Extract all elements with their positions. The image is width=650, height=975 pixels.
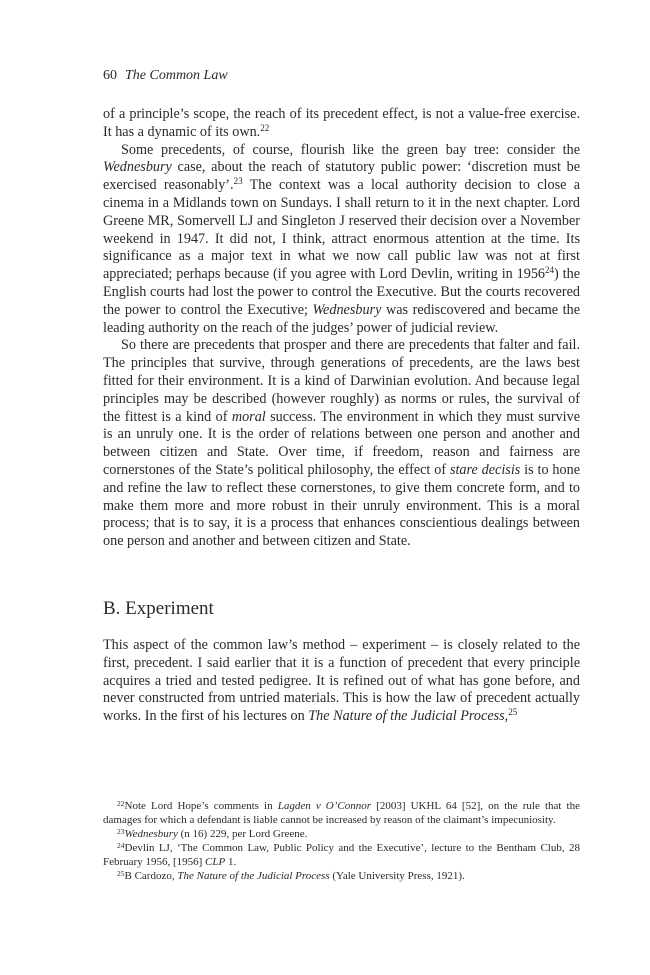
book-reference: The Nature of the Judicial Process (308, 708, 505, 725)
text-run: (n 16) 229, per Lord Greene. (177, 828, 308, 840)
footnote-ref-25[interactable]: 25 (508, 707, 518, 718)
text-run: is to hone and refine the law to reflect these cornerstones, to give them concrete form, and to make them more and more robust in their unruly environment. This is a moral process; that is to say, it is a process that enhances conscientious dealings between one person and another and between citizen and State. (103, 461, 580, 550)
text-run: Some precedents, of course, flourish like the green bay tree: consider the (121, 141, 580, 158)
footnote-23 (103, 827, 580, 841)
text-run: , (504, 708, 509, 725)
case-name: Wednesbury (103, 159, 172, 176)
paragraph-2 (103, 142, 580, 338)
text-run: of a principle’s scope, the reach of its precedent effect, is not a value-free exercise. It has a dynamic of its own. (103, 106, 580, 140)
text-run: So there are precedents that prosper and there are precedents that falter and fail. The principles that survive, through generations of precedents, are the laws best fitted for their environment. It is a kind of Darwinian evolution. And because legal principles may be described (however roughly) as norms or rules, the survival of the fittest is a kind of (103, 337, 580, 425)
footnote-number: 22 (117, 799, 125, 808)
section-paragraph-1 (103, 637, 580, 726)
footnote-number: 24 (117, 841, 125, 850)
paragraph-1 (103, 106, 580, 142)
footnote-24 (103, 841, 580, 869)
book-reference: The Nature of the Judicial Process (177, 870, 330, 882)
book-title: The Common Law (125, 68, 228, 83)
text-run: [2003] UKHL 64 [52], on the rule that the damages for which a defendant is liable cannot be increased by reason of the claimant’s impecuniosity. (103, 800, 580, 826)
paragraph-3 (103, 337, 580, 551)
footnote-number: 25 (117, 869, 125, 878)
page-number: 60 (103, 68, 117, 83)
footnote-ref-24[interactable]: 24 (545, 265, 555, 276)
section-heading: B. Experiment (103, 598, 214, 619)
section-body (103, 637, 580, 726)
text-run: Note Lord Hope’s comments in (124, 800, 278, 812)
text-run: (Yale University Press, 1921). (329, 870, 465, 882)
text-run: case, about the reach of statutory public power: ‘discretion must be exercised reasonably’. (103, 159, 580, 194)
text-run: success. The environment in which they must survive is an unruly one. It is the order of relations between one person and another and between citizen and State. Over time, if freedom, reason and fairness are cornerstones of the State’s political philosophy, the effect of (103, 408, 580, 478)
text-run: was rediscovered and became the leading authority on the reach of the judges’ power of judicial review. (103, 301, 580, 336)
footnote-22 (103, 799, 580, 827)
text-run: This aspect of the common law’s method – experiment – is closely related to the first, precedent. I said earlier that it is a function of precedent that every principle acquires a tried and tested pedigree. It is refined out of what has gone before, and never constructed from untried materials. This is how the law of precedent actually works. In the first of his lectures on (103, 637, 580, 725)
footnote-number: 23 (117, 827, 125, 836)
emphasis: moral (231, 408, 266, 425)
footnote-ref-23[interactable]: 23 (233, 176, 243, 187)
text-run: 1. (225, 856, 237, 868)
latin-term: stare decisis (449, 461, 521, 478)
text-run: ) the English courts had lost the power to control the Executive. But the courts recovered the power to control the Executive; (103, 266, 580, 318)
text-run: The context was a local authority decision to close a cinema in a Midlands town on Sundays. I shall return to it in the next chapter. Lord Greene MR, Somervell LJ and Singleton J reserved their decision over a November weekend in 1947. It did not, I think, attract enormous attention at the time. Its significance as a major text in what we now call public law was not at first appreciated; perhaps because (if you agree with Lord Devlin, writing in 1956 (103, 177, 580, 283)
case-name: Wednesbury (312, 301, 382, 318)
footnotes (103, 799, 580, 883)
footnote-25 (103, 869, 580, 883)
footnote-ref-22[interactable]: 22 (260, 122, 270, 133)
case-name: Lagden v O’Connor (277, 800, 372, 812)
case-name: Wednesbury (124, 828, 178, 840)
body-text (103, 106, 580, 551)
text-run: Devlin LJ, ‘The Common Law, Public Policy and the Executive’, lecture to the Bentham Club, 28 February 1956, [1956] (103, 842, 580, 868)
journal-name: CLP (205, 856, 226, 868)
running-head (103, 66, 228, 86)
text-run: B Cardozo, (124, 870, 178, 882)
